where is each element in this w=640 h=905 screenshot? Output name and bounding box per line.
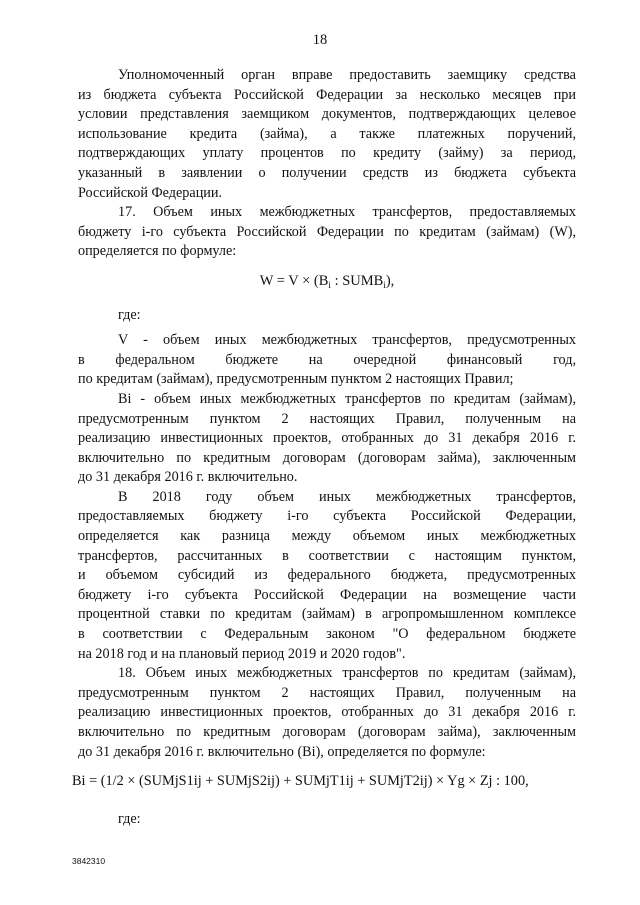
- text-line: до 31 декабря 2016 г. включительно (Bi), определяется по формуле:: [78, 743, 486, 760]
- where-label: где:: [118, 306, 141, 323]
- formula-w: $W = V \times (B_i$ : $SUMB_i$),: [259, 272, 395, 290]
- text-line: и объемом субсидий из федерального бюджета, предусмотренных: [78, 567, 576, 584]
- definition-v: [78, 331, 576, 390]
- text-line: трансфертов, рассчитанных в соответствии с настоящим пунктом,: [78, 547, 576, 564]
- page-content: [72, 66, 576, 829]
- text-line: 18. Объем иных межбюджетных трансфертов по кредитам (займам),: [118, 665, 576, 682]
- text-line: из бюджета субъекта Российской Федерации за несколько месяцев при: [78, 86, 576, 103]
- text-line: по кредитам (займам), предусмотренным пунктом 2 настоящих Правил;: [78, 371, 514, 388]
- text-line: V - объем иных межбюджетных трансфертов, предусмотренных: [118, 332, 576, 349]
- text-line: Уполномоченный орган вправе предоставить заемщику средства: [118, 67, 576, 83]
- text-line: Российской Федерации.: [78, 184, 223, 201]
- text-line: использование кредита (займа), а также платежных поручений,: [78, 125, 576, 142]
- text-line: включительно по кредитным договорам (договорам займа), заключенным: [78, 724, 576, 740]
- text-line: указанный в заявлении о получении средств из бюджета субъекта: [78, 164, 576, 181]
- text-line: Bi - объем иных межбюджетных трансфертов по кредитам (займам),: [118, 390, 576, 407]
- paragraph-refund-conditions: [78, 66, 576, 203]
- text-line: бюджету i-го субъекта Российской Федерации на возмещение части: [78, 586, 576, 603]
- text-line: предоставляемых бюджету i-го субъекта Российской Федерации,: [78, 508, 576, 525]
- text-line: предусмотренным пунктом 2 настоящих Правил, полученным на: [78, 410, 576, 427]
- formula-bi: Bi = (1/2 × (SUMjS1ij + SUMjS2ij) + SUMjT1ij + SUMjT2ij) × Yg × Zj : 100,: [72, 773, 529, 790]
- document-code: 3842310: [72, 856, 106, 866]
- text-line: бюджету i-го субъекта Российской Федерации по кредитам (займам) (W),: [78, 223, 576, 240]
- text-line: включительно по кредитным договорам (договорам займа), заключенным: [78, 449, 576, 466]
- text-line: предусмотренным пунктом 2 настоящих Правил, полученным на: [78, 684, 576, 701]
- text-line: в федеральном бюджете на очередной финансовый год,: [78, 351, 576, 368]
- where-label: где:: [118, 810, 141, 827]
- text-line: в соответствии с Федеральным законом "О федеральном бюджете: [78, 626, 576, 643]
- text-line: реализацию инвестиционных проектов, отобранных до 31 декабря 2016 г.: [78, 704, 576, 721]
- text-line: определяется по формуле:: [78, 243, 237, 260]
- paragraph-18: [78, 664, 576, 762]
- definition-b: [78, 390, 576, 488]
- text-line: реализацию инвестиционных проектов, отобранных до 31 декабря 2016 г.: [78, 430, 576, 447]
- text-line: 17. Объем иных межбюджетных трансфертов, предоставляемых: [118, 204, 576, 221]
- text-line: до 31 декабря 2016 г. включительно.: [78, 469, 298, 486]
- text-line: В 2018 году объем иных межбюджетных трансфертов,: [118, 488, 576, 505]
- text-line: на 2018 год и на плановый период 2019 и 2020 годов".: [78, 645, 406, 662]
- paragraph-2018: [78, 488, 576, 664]
- text-line: условии представления заемщиком документов, подтверждающих целевое: [78, 106, 576, 123]
- text-line: подтверждающих уплату процентов по кредиту (займу) за период,: [78, 145, 576, 162]
- paragraph-17: [78, 203, 576, 262]
- page-number: 18: [312, 32, 328, 48]
- text-line: определяется как разница между объемом иных межбюджетных: [78, 528, 576, 545]
- text-line: процентной ставки по кредитам (займам) в агропромышленном комплексе: [78, 606, 576, 623]
